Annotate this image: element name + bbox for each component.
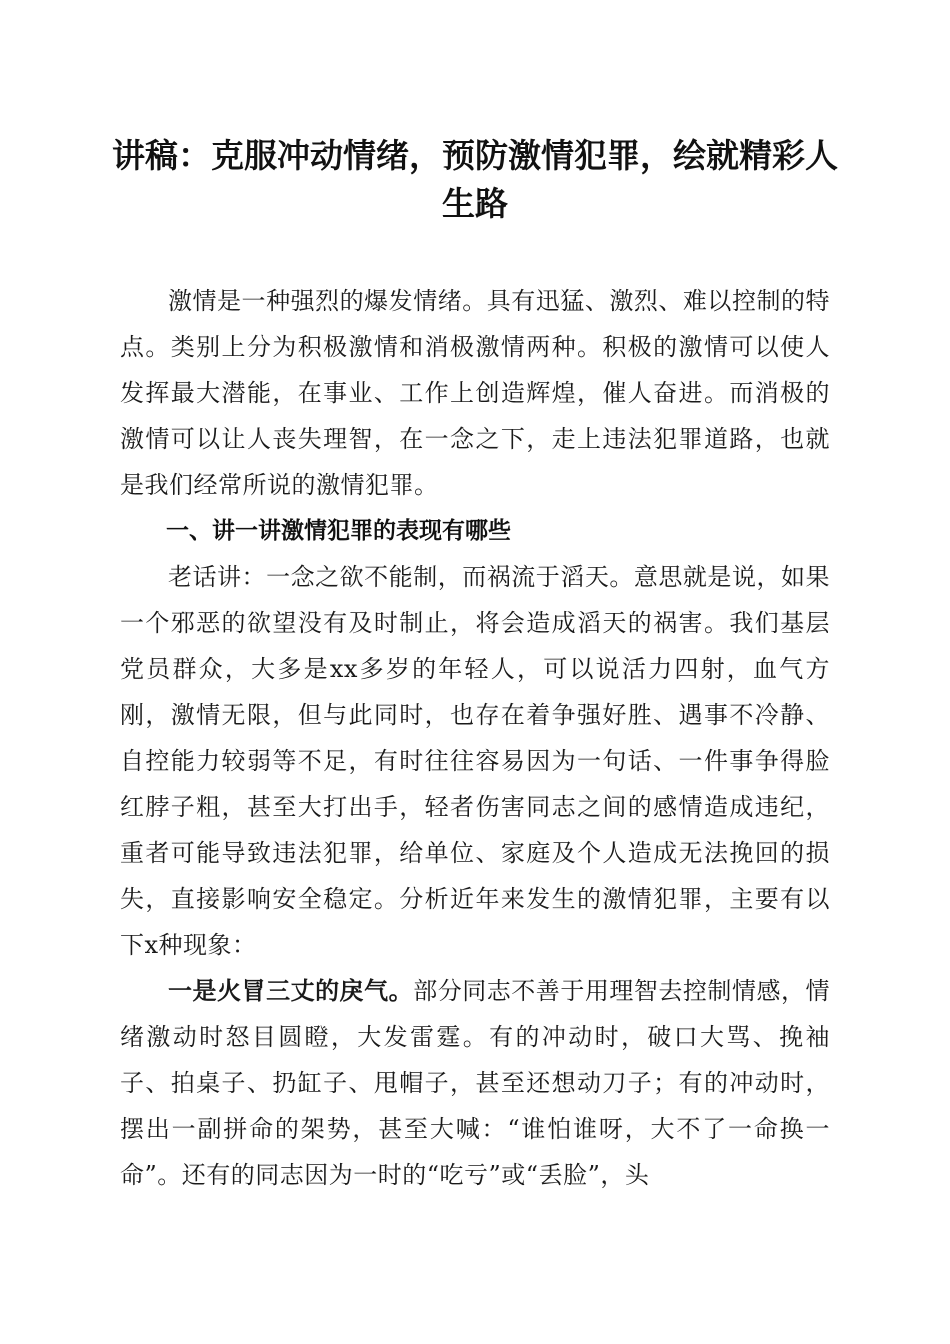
point-paragraph xyxy=(120,968,830,1198)
section-paragraph: 老话讲：一念之欲不能制，而祸流于滔天。意思就是说，如果一个邪恶的欲望没有及时制止，将会造成滔天的祸害。我们基层党员群众，大多是xx多岁的年轻人，可以说活力四射，血气方刚，激情无限，但与此同时，也存在着争强好胜、遇事不冷静、自控能力较弱等不足，有时往往容易因为一句话、一件事争得脸红脖子粗，甚至大打出手，轻者伤害同志之间的感情造成违纪，重者可能导致违法犯罪，给单位、家庭及个人造成无法挽回的损失，直接影响安全稳定。分析近年来发生的激情犯罪，主要有以下x种现象： xyxy=(120,563,830,959)
intro-paragraph: 激情是一种强烈的爆发情绪。具有迅猛、激烈、难以控制的特点。类别上分为积极激情和消极激情两种。积极的激情可以使人发挥最大潜能，在事业、工作上创造辉煌，催人奋进。而消极的激情可以让人丧失理智，在一念之下，走上违法犯罪道路，也就是我们经常所说的激情犯罪。 xyxy=(120,287,830,499)
point-body: 部分同志不善于用理智去控制情感，情绪激动时怒目圆瞪，大发雷霆。有的冲动时，破口大骂、挽袖子、拍桌子、扔缸子、甩帽子，甚至还想动刀子；有的冲动时，摆出一副拼命的架势，甚至大喊：“谁怕谁呀，大不了一命换一命”。还有的同志因为一时的“吃亏”或“丢脸”，头 xyxy=(120,977,831,1189)
document-body xyxy=(120,278,830,1198)
point-lead: 一是火冒三丈的戾气。 xyxy=(168,977,414,1005)
document-title: 讲稿：克服冲动情绪，预防激情犯罪，绘就精彩人生路 xyxy=(112,136,838,223)
section-heading: 一、讲一讲激情犯罪的表现有哪些 xyxy=(166,518,511,544)
